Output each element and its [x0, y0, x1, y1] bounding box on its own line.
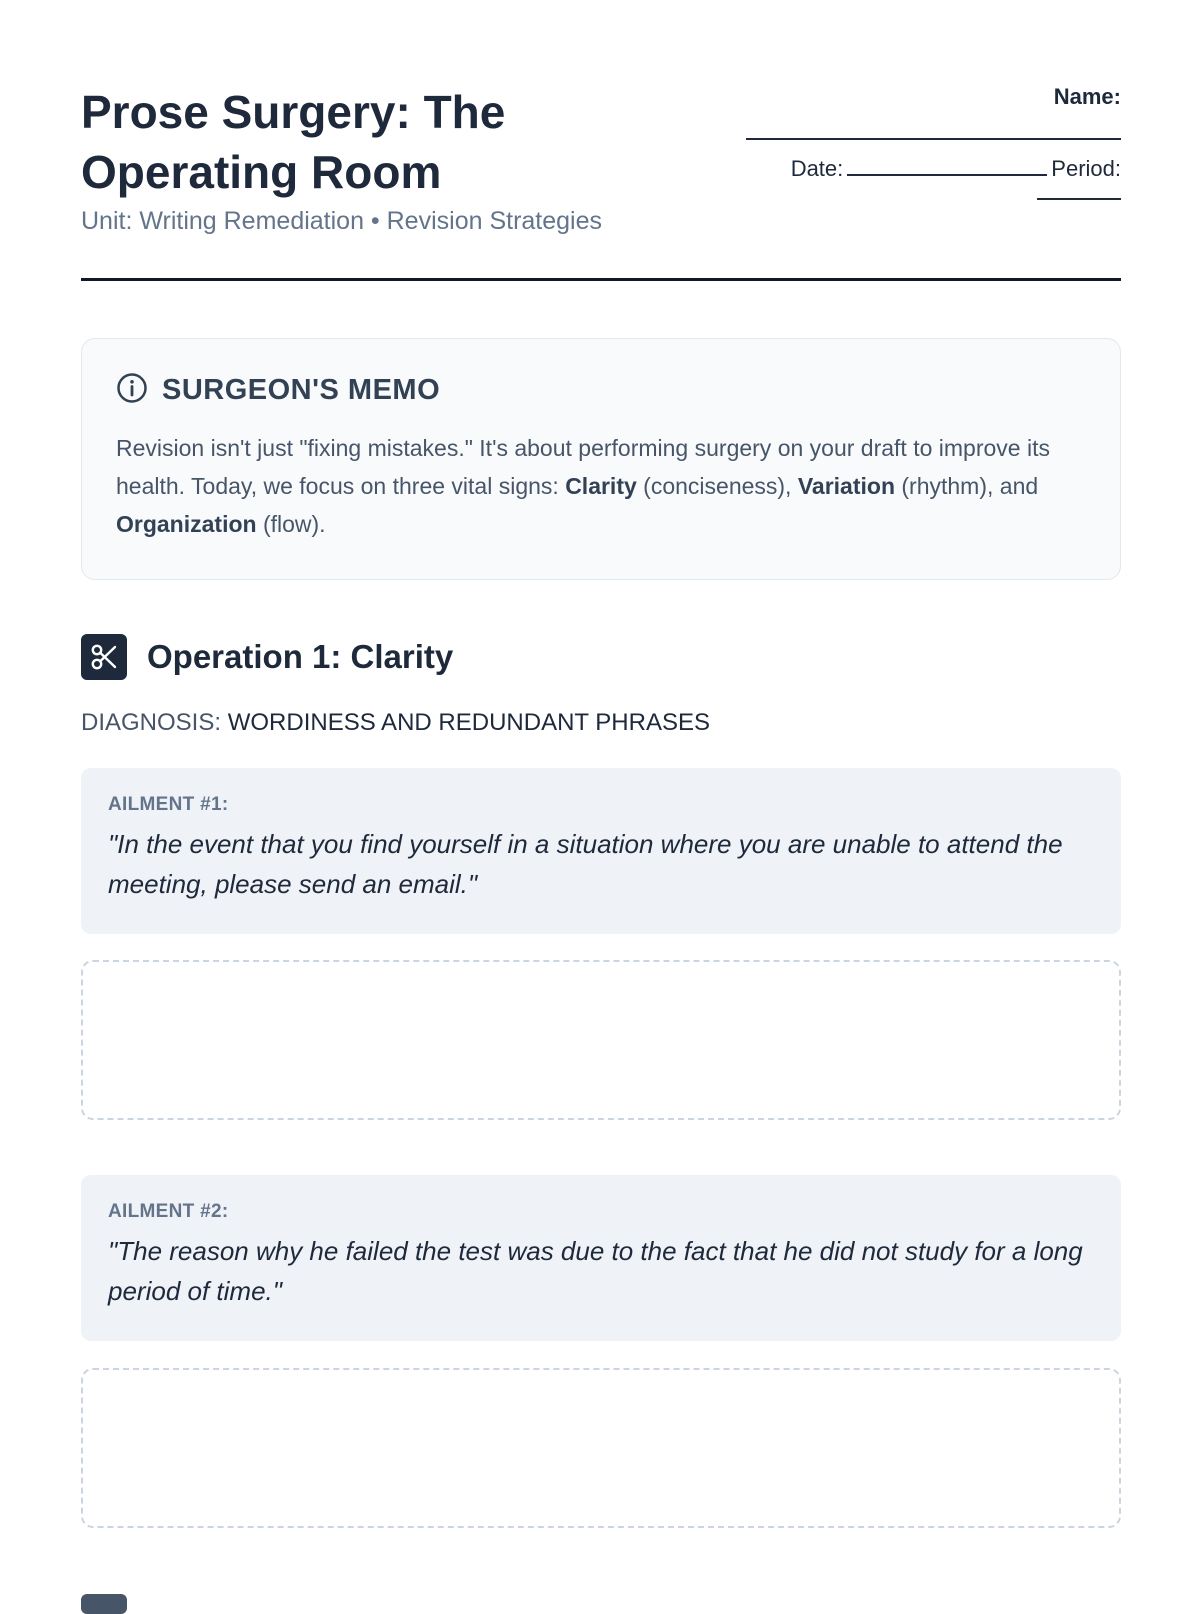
memo-term-variation: Variation [797, 473, 895, 499]
memo-term-organization: Organization [116, 511, 257, 537]
name-blank[interactable] [746, 112, 1121, 140]
operation-1-header [81, 634, 453, 680]
ailment-card [81, 768, 1121, 934]
memo-text-part: (rhythm), and [895, 473, 1039, 499]
memo-text-part: Revision isn't just "fixing mistakes." It's about performing surgery on your draft to improve its health. Today, we focus on three vital signs: [116, 435, 1050, 499]
memo-header [116, 373, 1086, 407]
ailment-sentence: "The reason why he failed the test was due to the fact that he did not study for a long period of time." [108, 1236, 1083, 1306]
memo-text [116, 429, 1086, 543]
memo-text-part: (flow). [256, 511, 326, 537]
date-period-row [741, 154, 1121, 184]
period-label: Period: [1051, 156, 1121, 181]
worksheet-header [81, 0, 1121, 282]
diagnosis-line [81, 706, 710, 740]
revision-answer-box[interactable] [81, 1368, 1121, 1528]
memo-term-clarity: Clarity [565, 473, 637, 499]
surgeons-memo-card [81, 338, 1121, 580]
period-blank[interactable] [1037, 188, 1121, 200]
page-subtitle: Unit: Writing Remediation • Revision Strategies [81, 207, 603, 235]
operation-title: Operation 1: Clarity [147, 638, 454, 675]
worksheet-page [81, 0, 1121, 1306]
diagnosis-label: DIAGNOSIS: [81, 709, 222, 736]
date-label: Date: [790, 156, 844, 181]
info-icon [116, 372, 148, 409]
scissors-icon [81, 634, 127, 680]
revision-answer-box[interactable] [81, 960, 1121, 1120]
ailment-sentence: "In the event that you find yourself in a situation where you are unable to attend the meeting, please send an email." [108, 829, 1063, 899]
ailment-label: AILMENT #2: [108, 1201, 229, 1222]
next-operation-icon [81, 1594, 127, 1614]
name-label: Name: [1053, 84, 1121, 109]
memo-text-part: (conciseness), [636, 473, 798, 499]
page-title: Prose Surgery: The Operating Room [81, 86, 506, 198]
header-divider [81, 278, 1121, 281]
ailment-label: AILMENT #1: [108, 794, 229, 815]
student-info-fields [741, 82, 1121, 200]
memo-title: SURGEON'S MEMO [162, 373, 441, 406]
date-blank[interactable] [847, 154, 1047, 176]
diagnosis-value: WORDINESS AND REDUNDANT PHRASES [227, 709, 710, 736]
ailment-card [81, 1175, 1121, 1341]
